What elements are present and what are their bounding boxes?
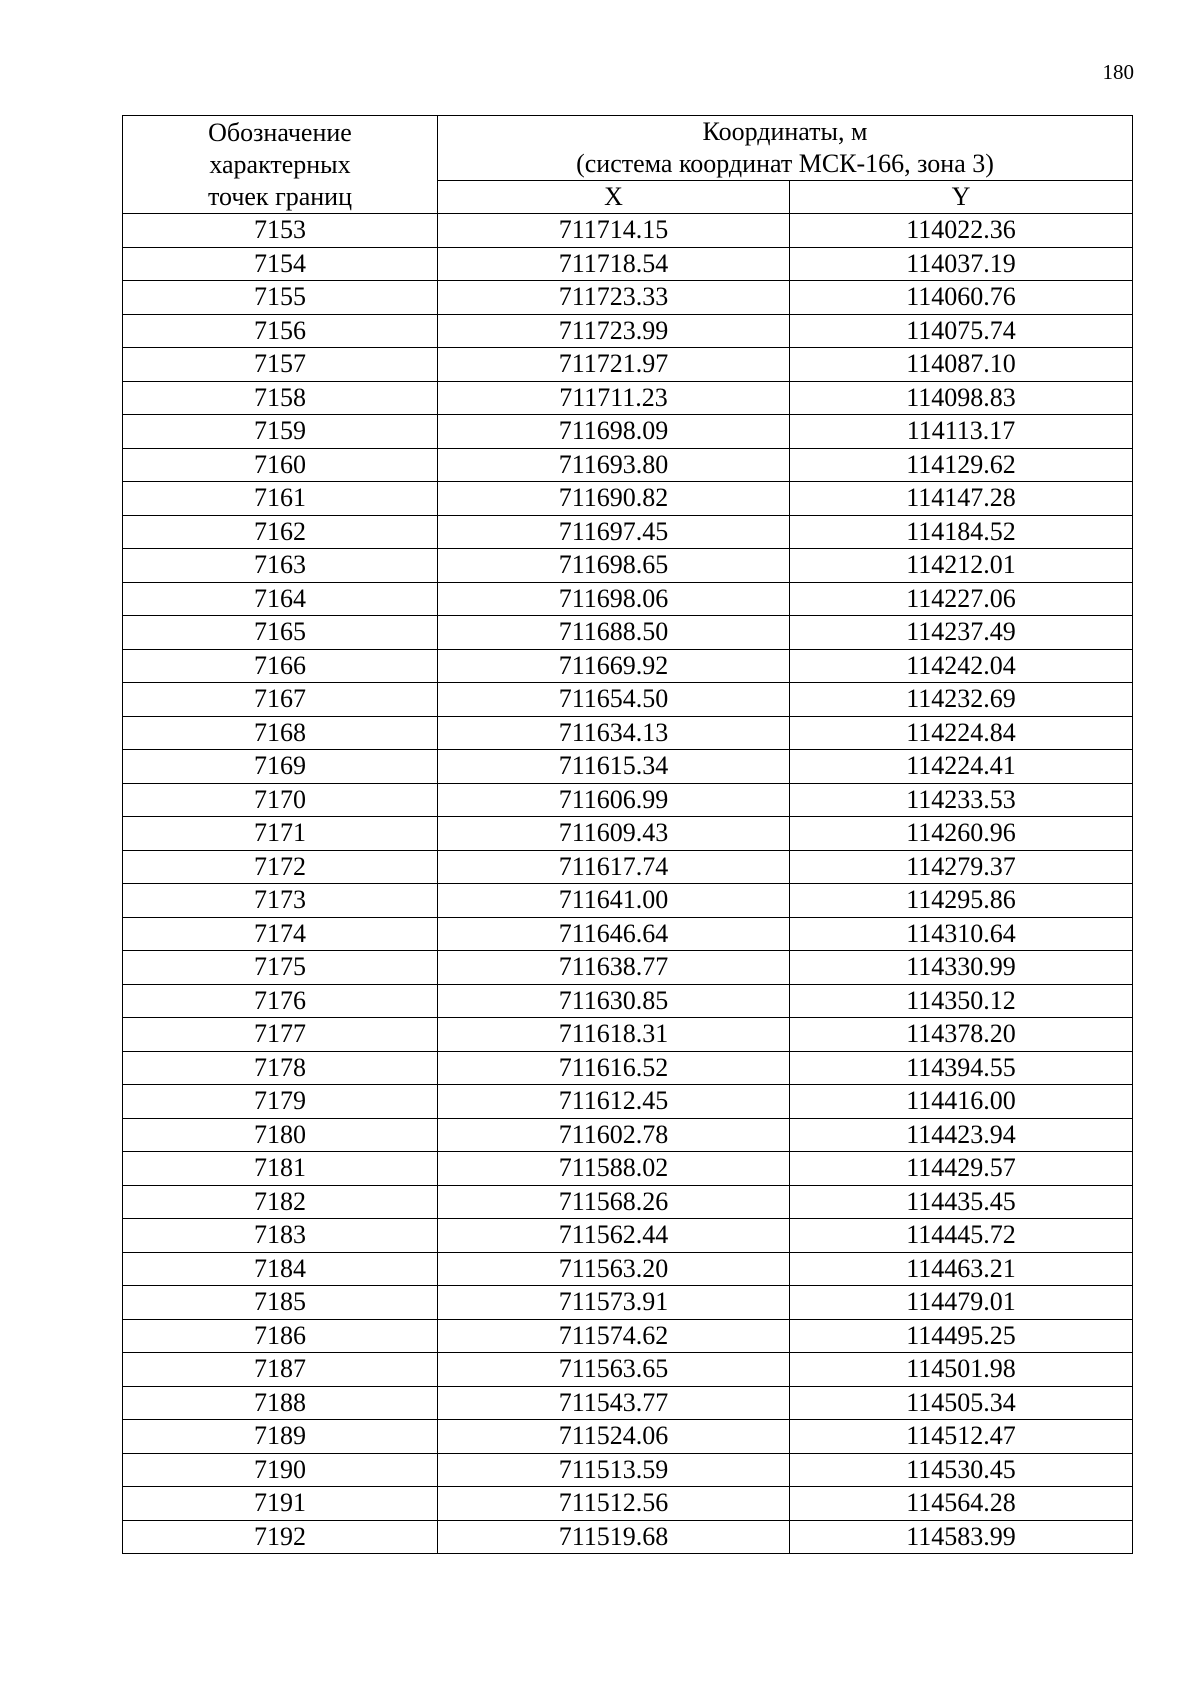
y-coordinate-cell: 114530.45 xyxy=(790,1453,1133,1487)
point-header-line: точек границ xyxy=(207,181,353,211)
page-number: 180 xyxy=(1102,60,1134,84)
table-body xyxy=(123,214,1133,1554)
y-coordinate-cell: 114501.98 xyxy=(790,1353,1133,1387)
y-coordinate-cell: 114147.28 xyxy=(790,482,1133,516)
coordinates-header-line: (система координат МСК-166, зона 3) xyxy=(576,149,994,178)
point-id-cell: 7159 xyxy=(123,415,438,449)
table-row xyxy=(123,348,1133,382)
y-coordinate-cell: 114037.19 xyxy=(790,247,1133,281)
y-coordinate-cell: 114075.74 xyxy=(790,314,1133,348)
y-coordinate-cell: 114463.21 xyxy=(790,1252,1133,1286)
table-row xyxy=(123,783,1133,817)
point-id-cell: 7189 xyxy=(123,1420,438,1454)
point-designation-header xyxy=(123,116,438,214)
table-row xyxy=(123,884,1133,918)
x-coordinate-cell: 711698.09 xyxy=(438,415,790,449)
point-id-cell: 7176 xyxy=(123,984,438,1018)
y-coordinate-cell: 114227.06 xyxy=(790,582,1133,616)
table-row xyxy=(123,1286,1133,1320)
table-row xyxy=(123,1185,1133,1219)
point-id-cell: 7177 xyxy=(123,1018,438,1052)
table-row xyxy=(123,1051,1133,1085)
point-id-cell: 7186 xyxy=(123,1319,438,1353)
point-id-cell: 7178 xyxy=(123,1051,438,1085)
x-coordinate-cell: 711634.13 xyxy=(438,716,790,750)
x-coordinate-cell: 711588.02 xyxy=(438,1152,790,1186)
table-row xyxy=(123,314,1133,348)
point-id-cell: 7183 xyxy=(123,1219,438,1253)
x-coordinate-cell: 711602.78 xyxy=(438,1118,790,1152)
y-coordinate-cell: 114224.84 xyxy=(790,716,1133,750)
x-coordinate-cell: 711609.43 xyxy=(438,817,790,851)
y-coordinate-cell: 114350.12 xyxy=(790,984,1133,1018)
x-coordinate-cell: 711512.56 xyxy=(438,1487,790,1521)
point-id-cell: 7181 xyxy=(123,1152,438,1186)
y-coordinate-cell: 114423.94 xyxy=(790,1118,1133,1152)
table-row xyxy=(123,984,1133,1018)
x-coordinate-cell: 711616.52 xyxy=(438,1051,790,1085)
table-row xyxy=(123,582,1133,616)
y-coordinate-cell: 114184.52 xyxy=(790,515,1133,549)
x-coordinate-cell: 711723.33 xyxy=(438,281,790,315)
point-header-line: характерных xyxy=(209,149,351,179)
header-row-top xyxy=(123,116,1133,181)
y-coordinate-cell: 114435.45 xyxy=(790,1185,1133,1219)
x-coordinate-cell: 711573.91 xyxy=(438,1286,790,1320)
table-row xyxy=(123,649,1133,683)
table-row xyxy=(123,1520,1133,1554)
table-row xyxy=(123,549,1133,583)
coordinates-table xyxy=(122,115,1133,1554)
point-id-cell: 7170 xyxy=(123,783,438,817)
x-coordinate-cell: 711617.74 xyxy=(438,850,790,884)
point-id-cell: 7191 xyxy=(123,1487,438,1521)
table-row xyxy=(123,1219,1133,1253)
x-coordinate-cell: 711524.06 xyxy=(438,1420,790,1454)
y-coordinate-cell: 114583.99 xyxy=(790,1520,1133,1554)
point-header-line: Обозначение xyxy=(208,117,352,147)
point-id-cell: 7184 xyxy=(123,1252,438,1286)
point-id-cell: 7156 xyxy=(123,314,438,348)
x-coordinate-cell: 711563.65 xyxy=(438,1353,790,1387)
x-coordinate-cell: 711669.92 xyxy=(438,649,790,683)
x-coordinate-cell: 711568.26 xyxy=(438,1185,790,1219)
x-coordinate-cell: 711690.82 xyxy=(438,482,790,516)
x-coordinate-cell: 711721.97 xyxy=(438,348,790,382)
y-coordinate-cell: 114279.37 xyxy=(790,850,1133,884)
point-id-cell: 7164 xyxy=(123,582,438,616)
y-coordinate-cell: 114232.69 xyxy=(790,683,1133,717)
point-id-cell: 7155 xyxy=(123,281,438,315)
table-row xyxy=(123,1152,1133,1186)
table-row xyxy=(123,616,1133,650)
point-id-cell: 7171 xyxy=(123,817,438,851)
table-row xyxy=(123,1085,1133,1119)
table-row xyxy=(123,1386,1133,1420)
point-id-cell: 7175 xyxy=(123,951,438,985)
point-id-cell: 7173 xyxy=(123,884,438,918)
point-id-cell: 7163 xyxy=(123,549,438,583)
x-coordinate-cell: 711574.62 xyxy=(438,1319,790,1353)
y-coordinate-cell: 114330.99 xyxy=(790,951,1133,985)
table-row xyxy=(123,448,1133,482)
table-row xyxy=(123,1487,1133,1521)
point-id-cell: 7169 xyxy=(123,750,438,784)
point-id-cell: 7174 xyxy=(123,917,438,951)
point-id-cell: 7188 xyxy=(123,1386,438,1420)
x-coordinate-cell: 711723.99 xyxy=(438,314,790,348)
x-coordinate-cell: 711698.06 xyxy=(438,582,790,616)
y-coordinate-cell: 114495.25 xyxy=(790,1319,1133,1353)
table-row xyxy=(123,281,1133,315)
table-row xyxy=(123,1018,1133,1052)
point-id-cell: 7153 xyxy=(123,214,438,248)
y-coordinate-cell: 114479.01 xyxy=(790,1286,1133,1320)
table-row xyxy=(123,683,1133,717)
point-id-cell: 7180 xyxy=(123,1118,438,1152)
x-coordinate-cell: 711543.77 xyxy=(438,1386,790,1420)
table-row xyxy=(123,716,1133,750)
point-id-cell: 7168 xyxy=(123,716,438,750)
y-coordinate-cell: 114564.28 xyxy=(790,1487,1133,1521)
x-coordinate-cell: 711615.34 xyxy=(438,750,790,784)
x-coordinate-cell: 711630.85 xyxy=(438,984,790,1018)
table-row xyxy=(123,1118,1133,1152)
point-id-cell: 7179 xyxy=(123,1085,438,1119)
y-coordinate-cell: 114098.83 xyxy=(790,381,1133,415)
x-coordinate-cell: 711693.80 xyxy=(438,448,790,482)
x-coordinate-cell: 711697.45 xyxy=(438,515,790,549)
table-row xyxy=(123,750,1133,784)
y-coordinate-cell: 114060.76 xyxy=(790,281,1133,315)
table-row xyxy=(123,1252,1133,1286)
table-row xyxy=(123,850,1133,884)
table-row xyxy=(123,515,1133,549)
table-row xyxy=(123,1353,1133,1387)
y-coordinate-cell: 114260.96 xyxy=(790,817,1133,851)
x-coordinate-cell: 711641.00 xyxy=(438,884,790,918)
y-coordinate-cell: 114242.04 xyxy=(790,649,1133,683)
point-id-cell: 7192 xyxy=(123,1520,438,1554)
point-id-cell: 7158 xyxy=(123,381,438,415)
y-coordinate-cell: 114022.36 xyxy=(790,214,1133,248)
point-id-cell: 7165 xyxy=(123,616,438,650)
point-id-cell: 7154 xyxy=(123,247,438,281)
y-coordinate-cell: 114310.64 xyxy=(790,917,1133,951)
x-coordinate-cell: 711612.45 xyxy=(438,1085,790,1119)
point-id-cell: 7160 xyxy=(123,448,438,482)
y-coordinate-cell: 114429.57 xyxy=(790,1152,1133,1186)
y-coordinate-cell: 114233.53 xyxy=(790,783,1133,817)
point-id-cell: 7182 xyxy=(123,1185,438,1219)
point-id-cell: 7162 xyxy=(123,515,438,549)
x-coordinate-cell: 711698.65 xyxy=(438,549,790,583)
table-header xyxy=(123,116,1133,214)
table-row xyxy=(123,951,1133,985)
x-coordinate-cell: 711562.44 xyxy=(438,1219,790,1253)
x-coordinate-cell: 711618.31 xyxy=(438,1018,790,1052)
table-row xyxy=(123,917,1133,951)
x-coordinate-cell: 711714.15 xyxy=(438,214,790,248)
table-row xyxy=(123,1420,1133,1454)
x-coordinate-cell: 711638.77 xyxy=(438,951,790,985)
y-coordinate-cell: 114512.47 xyxy=(790,1420,1133,1454)
y-coordinate-cell: 114505.34 xyxy=(790,1386,1133,1420)
y-coordinate-cell: 114394.55 xyxy=(790,1051,1133,1085)
table-row xyxy=(123,1319,1133,1353)
x-coordinate-cell: 711711.23 xyxy=(438,381,790,415)
y-coordinate-cell: 114212.01 xyxy=(790,549,1133,583)
table-row xyxy=(123,1453,1133,1487)
table-row xyxy=(123,482,1133,516)
y-coordinate-cell: 114087.10 xyxy=(790,348,1133,382)
point-id-cell: 7187 xyxy=(123,1353,438,1387)
x-coordinate-cell: 711646.64 xyxy=(438,917,790,951)
y-coordinate-cell: 114237.49 xyxy=(790,616,1133,650)
table-row xyxy=(123,415,1133,449)
y-coordinate-cell: 114445.72 xyxy=(790,1219,1133,1253)
y-coordinate-cell: 114224.41 xyxy=(790,750,1133,784)
x-coordinate-cell: 711654.50 xyxy=(438,683,790,717)
x-coordinate-cell: 711718.54 xyxy=(438,247,790,281)
x-coordinate-cell: 711519.68 xyxy=(438,1520,790,1554)
point-id-cell: 7161 xyxy=(123,482,438,516)
coordinates-header-line: Координаты, м xyxy=(702,117,868,146)
point-id-cell: 7167 xyxy=(123,683,438,717)
table-row xyxy=(123,214,1133,248)
table-row xyxy=(123,381,1133,415)
y-coordinate-cell: 114129.62 xyxy=(790,448,1133,482)
x-coordinate-cell: 711688.50 xyxy=(438,616,790,650)
y-coordinate-cell: 114295.86 xyxy=(790,884,1133,918)
point-id-cell: 7166 xyxy=(123,649,438,683)
y-coordinate-cell: 114113.17 xyxy=(790,415,1133,449)
y-coordinate-cell: 114416.00 xyxy=(790,1085,1133,1119)
x-coordinate-cell: 711606.99 xyxy=(438,783,790,817)
table-row xyxy=(123,247,1133,281)
table-row xyxy=(123,817,1133,851)
x-column-header: X xyxy=(438,181,790,214)
coordinates-header xyxy=(438,116,1133,181)
point-id-cell: 7185 xyxy=(123,1286,438,1320)
x-coordinate-cell: 711563.20 xyxy=(438,1252,790,1286)
y-coordinate-cell: 114378.20 xyxy=(790,1018,1133,1052)
x-coordinate-cell: 711513.59 xyxy=(438,1453,790,1487)
point-id-cell: 7190 xyxy=(123,1453,438,1487)
y-column-header: Y xyxy=(790,181,1133,214)
point-id-cell: 7157 xyxy=(123,348,438,382)
point-id-cell: 7172 xyxy=(123,850,438,884)
